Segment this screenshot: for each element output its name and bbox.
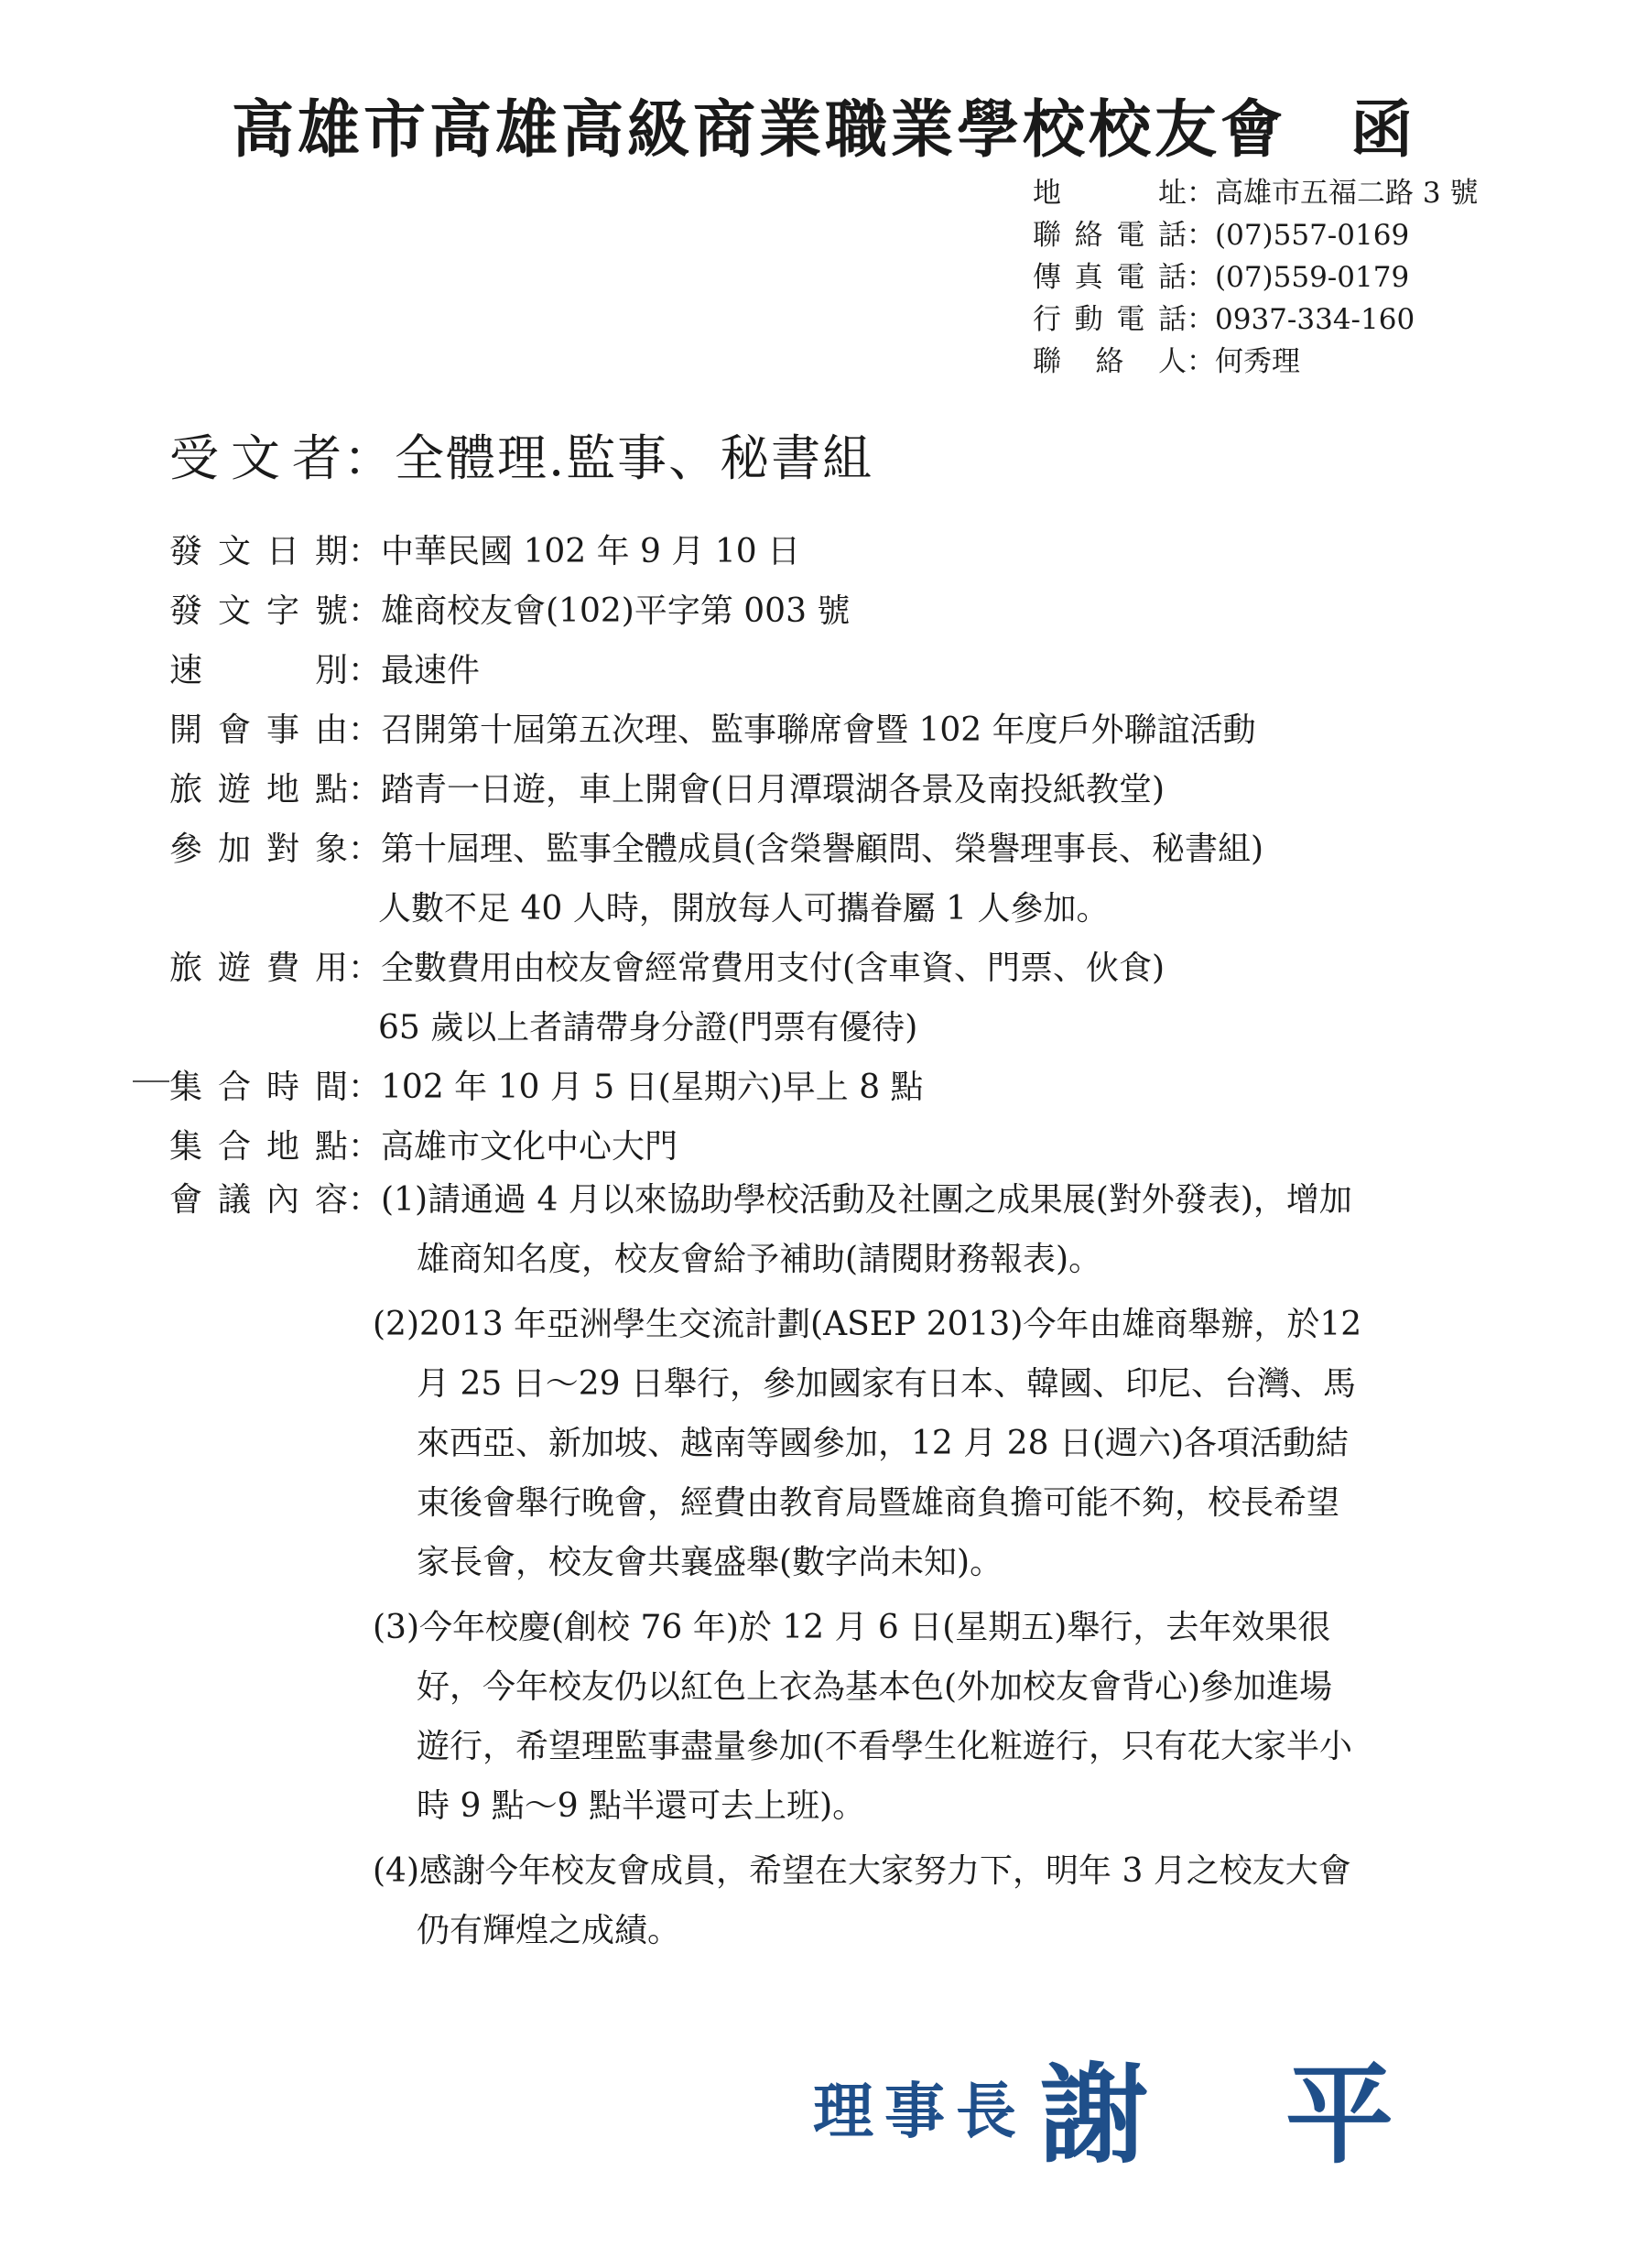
agenda-item-2-line: 家長會，校友會共襄盛舉(數字尚未知)。 xyxy=(417,1544,1003,1581)
agenda-item-3: (3)今年校慶(創校 76 年)於 12 月 6 日(星期五)舉行，去年效果很 xyxy=(373,1609,1331,1646)
agenda-item-2-line: 月 25 日～29 日舉行，參加國家有日本、韓國、印尼、台灣、馬 xyxy=(417,1365,1356,1403)
field-date: 發文日期：中華民國 102 年 9 月 10 日 xyxy=(169,533,801,570)
agenda-item-3-line: 遊行，希望理監事盡量參加(不看學生化粧遊行，只有花大家半小 xyxy=(417,1728,1353,1765)
signature-name-2: 平 xyxy=(1285,2052,1394,2178)
recipient-label: 受文者 xyxy=(169,429,343,487)
agenda-label: 會議內容 xyxy=(169,1181,348,1219)
contact-phone: 聯絡電話：(07)557-0169 xyxy=(1033,219,1410,252)
field-attendees: 參加對象：第十屆理、監事全體成員(含榮譽顧問、榮譽理事長、秘書組) xyxy=(169,830,1264,868)
letter-title xyxy=(0,81,1648,169)
agenda-item-4: (4)感謝今年校友會成員，希望在大家努力下，明年 3 月之校友大會 xyxy=(373,1852,1351,1890)
field-time: 集合時間：102 年 10 月 5 日(星期六)早上 8 點 xyxy=(169,1069,924,1106)
agenda-item-3-line: 時 9 點～9 點半還可去上班)。 xyxy=(417,1787,866,1825)
document-type: 函 xyxy=(1350,94,1417,167)
agenda-item-2-line: 束後會舉行晚會，經費由教育局暨雄商負擔可能不夠，校長希望 xyxy=(417,1484,1340,1522)
field-speed: 速別：最速件 xyxy=(169,652,481,689)
field-place: 旅遊地點：踏青一日遊，車上開會(日月潭環湖各景及南投紙教堂) xyxy=(169,771,1166,808)
contact-block xyxy=(1033,172,1478,383)
field-meeting-place: 集合地點：高雄市文化中心大門 xyxy=(169,1128,678,1166)
signature-title: 理事長 xyxy=(813,2076,1027,2147)
contact-fax: 傳真電話：(07)559-0179 xyxy=(1033,261,1410,294)
recipient-line: 受文者：全體理.監事、秘書組 xyxy=(169,419,873,490)
field-cost-continued: 65 歲以上者請帶身分證(門票有優待) xyxy=(378,1009,918,1047)
agenda-item-2-line: 來西亞、新加坡、越南等國參加，12 月 28 日(週六)各項活動結 xyxy=(417,1425,1350,1462)
organization-name: 高雄市高雄高級商業職業學校校友會 xyxy=(231,94,1286,167)
agenda-item-1-line: 雄商知名度，校友會給予補助(請閱財務報表)。 xyxy=(417,1241,1102,1278)
contact-person: 聯絡人：何秀理 xyxy=(1033,345,1300,378)
signature-name-1: 謝 xyxy=(1040,2052,1149,2178)
margin-mark xyxy=(133,1080,169,1082)
agenda-section xyxy=(169,1170,1361,1960)
letter-fields xyxy=(169,522,1263,1177)
signature-stamp xyxy=(813,2028,1393,2184)
agenda-item-2: (2)2013 年亞洲學生交流計劃(ASEP 2013)今年由雄商舉辦，於12 xyxy=(373,1306,1362,1343)
field-attendees-continued: 人數不足 40 人時，開放每人可攜眷屬 1 人參加。 xyxy=(378,890,1110,928)
field-reference: 發文字號：雄商校友會(102)平字第 003 號 xyxy=(169,592,851,630)
contact-address: 地址：高雄市五福二路 3 號 xyxy=(1033,177,1479,210)
agenda-item-3-line: 好，今年校友仍以紅色上衣為基本色(外加校友會背心)參加進場 xyxy=(417,1668,1333,1706)
agenda-item-4-line: 仍有輝煌之成績。 xyxy=(417,1912,681,1949)
recipient-value: 全體理.監事、秘書組 xyxy=(395,429,874,487)
field-reason: 開會事由：召開第十屆第五次理、監事聯席會暨 102 年度戶外聯誼活動 xyxy=(169,711,1256,749)
agenda-item-1: 會議內容：(1)請通過 4 月以來協助學校活動及社團之成果展(對外發表)，增加 xyxy=(169,1170,1361,1230)
contact-mobile: 行動電話：0937-334-160 xyxy=(1033,303,1415,336)
field-cost: 旅遊費用：全數費用由校友會經常費用支付(含車資、門票、伙食) xyxy=(169,950,1166,987)
